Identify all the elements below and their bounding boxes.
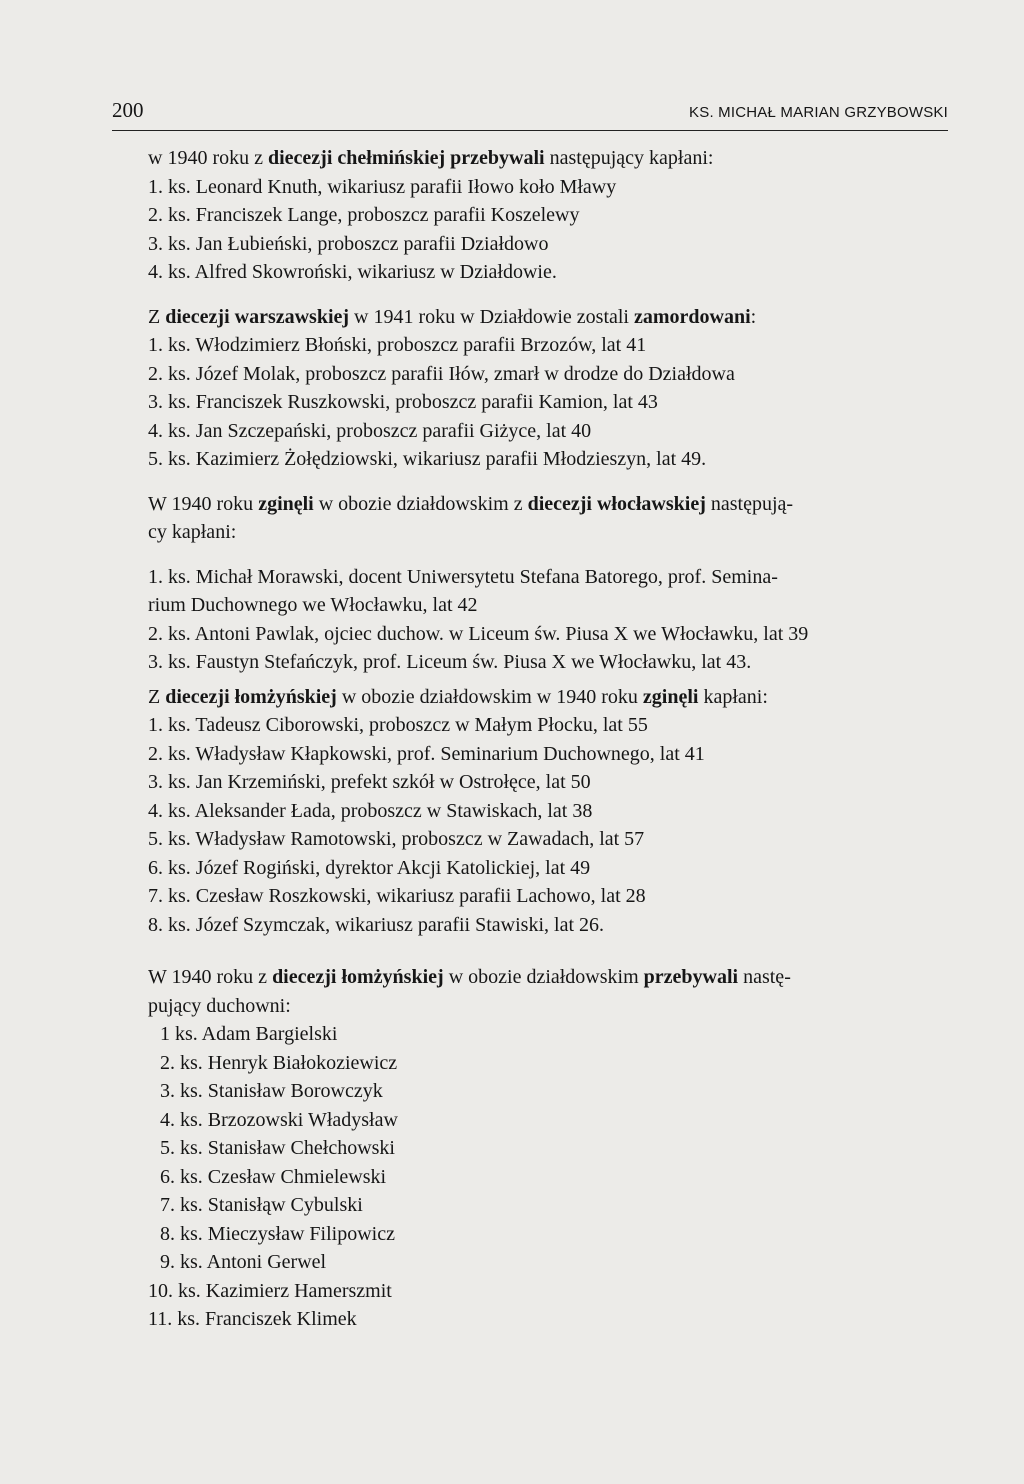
list-item: 3. ks. Jan Krzemiński, prefekt szkół w Ostrołęce, lat 50	[148, 771, 591, 793]
list-item: 5. ks. Stanisław Chełchowski	[160, 1137, 395, 1159]
page-body	[148, 144, 948, 1334]
list-item: 5. ks. Władysław Ramotowski, proboszcz w Zawadach, lat 57	[148, 828, 645, 850]
page-header	[112, 98, 948, 131]
list-item: 1. ks. Michał Morawski, docent Uniwersytetu Stefana Batorego, prof. Semina- rium Duchownego we Włocławku, lat 42	[148, 565, 778, 616]
list-item: 3. ks. Franciszek Ruszkowski, proboszcz parafii Kamion, lat 43	[148, 391, 658, 413]
list-lomzynska-held	[148, 1020, 948, 1334]
list-item: 5. ks. Kazimierz Żołędziowski, wikariusz parafii Młodzieszyn, lat 49.	[148, 448, 707, 470]
list-item: 10. ks. Kazimierz Hamerszmit	[148, 1279, 392, 1302]
list-item: 3. ks. Faustyn Stefańczyk, prof. Liceum św. Piusa X we Włocławku, lat 43.	[148, 651, 752, 673]
page-number: 200	[112, 98, 144, 122]
list-item: 3. ks. Stanisław Borowczyk	[160, 1080, 383, 1102]
list-item: 2. ks. Władysław Kłapkowski, prof. Seminarium Duchownego, lat 41	[148, 742, 705, 765]
list-item: 6. ks. Czesław Chmielewski	[160, 1165, 387, 1188]
section-lomzynska-killed-intro: Z diecezji łomżyńskiej w obozie działdowskim w 1940 roku zginęli kapłani:	[148, 685, 768, 708]
list-item: 4. ks. Jan Szczepański, proboszcz parafii Giżyce, lat 40	[148, 419, 592, 442]
section-wloclawska-intro: W 1940 roku zginęli w obozie działdowskim z diecezji włocławskiej następują-	[148, 492, 794, 515]
list-item: 1. ks. Tadeusz Ciborowski, proboszcz w Małym Płocku, lat 55	[148, 714, 648, 736]
list-item: 7. ks. Stanisłąw Cybulski	[160, 1194, 363, 1216]
list-wloclawska	[148, 563, 948, 677]
list-item: 2. ks. Franciszek Lange, proboszcz parafii Koszelewy	[148, 204, 580, 226]
list-item: 1. ks. Leonard Knuth, wikariusz parafii Iłowo koło Mławy	[148, 175, 617, 198]
list-item: 2. ks. Józef Molak, proboszcz parafii Iłów, zmarł w drodze do Działdowa	[148, 362, 735, 385]
list-item: 6. ks. Józef Rogiński, dyrektor Akcji Katolickiej, lat 49	[148, 856, 591, 879]
section-lomzynska-held-intro-cont: pujący duchowni:	[148, 994, 291, 1017]
list-item: 2. ks. Antoni Pawlak, ojciec duchow. w Liceum św. Piusa X we Włocławku, lat 39	[148, 622, 809, 645]
section-lomzynska-held-intro: W 1940 roku z diecezji łomżyńskiej w obozie działdowskim przebywali nastę-	[148, 966, 791, 988]
list-item: 1. ks. Włodzimierz Błoński, proboszcz parafii Brzozów, lat 41	[148, 334, 647, 356]
list-item: 4. ks. Aleksander Łada, proboszcz w Stawiskach, lat 38	[148, 799, 593, 822]
list-item: 8. ks. Mieczysław Filipowicz	[160, 1222, 395, 1245]
list-item: 11. ks. Franciszek Klimek	[148, 1308, 357, 1330]
list-item: 3. ks. Jan Łubieński, proboszcz parafii Działdowo	[148, 232, 549, 255]
list-warszawska	[148, 331, 948, 474]
section-wloclawska-intro-cont: cy kapłani:	[148, 521, 237, 543]
section-chelminska-intro: w 1940 roku z diecezji chełmińskiej przebywali następujący kapłani:	[148, 147, 714, 169]
list-item: 9. ks. Antoni Gerwel	[160, 1251, 327, 1273]
list-item: 1 ks. Adam Bargielski	[160, 1023, 338, 1045]
list-item: 4. ks. Alfred Skowroński, wikariusz w Działdowie.	[148, 261, 557, 283]
list-chelminska	[148, 173, 948, 287]
list-lomzynska-killed	[148, 711, 948, 939]
running-head: KS. MICHAŁ MARIAN GRZYBOWSKI	[689, 104, 948, 121]
list-item: 2. ks. Henryk Białokoziewicz	[160, 1051, 398, 1074]
section-warszawska-intro: Z diecezji warszawskiej w 1941 roku w Działdowie zostali zamordowani:	[148, 305, 757, 328]
list-item: 7. ks. Czesław Roszkowski, wikariusz parafii Lachowo, lat 28	[148, 885, 646, 907]
list-item: 4. ks. Brzozowski Władysław	[160, 1108, 398, 1131]
list-item: 8. ks. Józef Szymczak, wikariusz parafii Stawiski, lat 26.	[148, 913, 604, 936]
